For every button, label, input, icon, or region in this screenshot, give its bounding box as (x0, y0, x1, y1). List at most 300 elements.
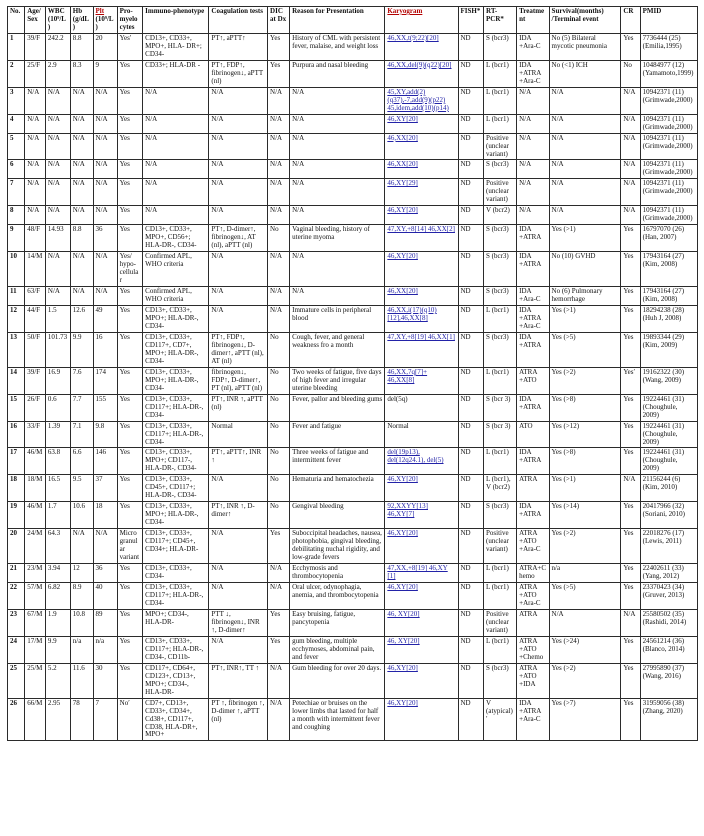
cell-plt: 36 (93, 225, 117, 252)
column-header-coagulation: Coagulation tests (209, 7, 268, 34)
cell-wbc: 1.7 (45, 502, 70, 529)
cell-coagulation: N/A (209, 564, 268, 583)
cell-immunophenotype: CD13+, CD33+, MPO+; CD117-, HLA-DR-, CD34- (143, 448, 209, 475)
cell-no: 11 (8, 287, 25, 306)
cell-plt: 16 (93, 332, 117, 367)
cell-promyelocytes: Yes (117, 609, 143, 636)
cell-fish: ND (458, 87, 484, 114)
cell-promyelocytes: Yes (117, 133, 143, 160)
cell-no: 13 (8, 332, 25, 367)
cell-cr: Yes (621, 636, 640, 663)
cell-plt: N/A (93, 529, 117, 564)
cell-pmid: 31959056 (38) (Zhang, 2020) (640, 698, 697, 741)
cell-survival: Yes (>1) (549, 305, 621, 332)
cell-coagulation: PT↑, INR↑, TT ↑ (209, 663, 268, 698)
cell-immunophenotype: CD13+, CD33+, CD34- (143, 564, 209, 583)
cell-survival: Yes (>2) (549, 367, 621, 394)
cell-reason: Oral ulcer, odynophagia, anemia, and thrombocytopenia (290, 583, 385, 610)
cell-pmid: 19224461 (31) (Choughule, 2009) (640, 394, 697, 421)
cell-cr: No (621, 60, 640, 87)
cell-fish: ND (458, 206, 484, 225)
cell-cr: Yes (621, 663, 640, 698)
cell-hb: N/A (70, 206, 93, 225)
cell-age-sex: 23/M (25, 564, 46, 583)
karyotype-text: 92,XXYY[13] 46,XY[7] (387, 502, 428, 519)
column-header-reason: Reason for Presentation (290, 7, 385, 34)
cell-reason: Petechiae or bruises on the lower limbs that lasted for half a month with intermittent fever and coughing (290, 698, 385, 741)
cell-immunophenotype: CD13+, CD33+, MPO+; HLA-DR-, CD34- (143, 305, 209, 332)
cell-cr: Yes (621, 564, 640, 583)
cell-promyelocytes: Yes (117, 87, 143, 114)
cell-treatment: ATRA +ATO +Ara-C (517, 529, 549, 564)
cell-hb: 12.6 (70, 305, 93, 332)
cell-plt: N/A (93, 206, 117, 225)
table-row (8, 698, 698, 741)
cell-coagulation: PT↑, FDP↑, fibrinogen↓, aPTT (nl) (209, 60, 268, 87)
cell-fish: ND (458, 394, 484, 421)
cell-karyogram (385, 564, 458, 583)
cell-reason: N/A (290, 87, 385, 114)
cell-treatment: ATRA +ATO (517, 367, 549, 394)
cell-karyogram (385, 583, 458, 610)
cell-coagulation: Normal (209, 421, 268, 448)
cell-promyelocytes: Yes (117, 448, 143, 475)
cell-no: 20 (8, 529, 25, 564)
cell-reason: Gengival bleeding (290, 502, 385, 529)
cell-survival: N/A (549, 179, 621, 206)
cell-cr: Yes (621, 252, 640, 287)
cell-coagulation: N/A (209, 206, 268, 225)
cell-wbc: 2.95 (45, 698, 70, 741)
column-header-promyelocytes: Pro-myelocytes (117, 7, 143, 34)
table-row (8, 367, 698, 394)
cell-promyelocytes: Yes (117, 421, 143, 448)
cell-wbc: 14.93 (45, 225, 70, 252)
cell-promyelocytes: Microgranular variant (117, 529, 143, 564)
cell-wbc: 9.9 (45, 636, 70, 663)
cell-wbc: 6.82 (45, 583, 70, 610)
karyotype-text: 46,XX,del(9)(q22)[20] (387, 60, 452, 69)
cell-coagulation: N/A (209, 160, 268, 179)
cell-treatment: ATRA +ATO +Chemo (517, 636, 549, 663)
cell-coagulation: N/A (209, 252, 268, 287)
table-row (8, 133, 698, 160)
cell-dic: N/A (268, 583, 290, 610)
table-row (8, 583, 698, 610)
cell-cr: Yes (621, 529, 640, 564)
cell-age-sex: 57/M (25, 583, 46, 610)
cell-hb: 9.9 (70, 332, 93, 367)
cell-immunophenotype: CD13+, CD33+, CD45+, CD117+; HLA-DR-, CD34- (143, 475, 209, 502)
cell-hb: 8.8 (70, 33, 93, 60)
cell-plt: 40 (93, 583, 117, 610)
cell-rt-pcr: S (bcr3) (484, 287, 517, 306)
table-row (8, 394, 698, 421)
karyotype-text: 46,XY[20] (387, 114, 418, 123)
cell-coagulation: N/A (209, 475, 268, 502)
table-row (8, 252, 698, 287)
cell-treatment: N/A (517, 114, 549, 133)
karyotype-text: 46,XY[20] (387, 529, 418, 538)
cell-dic: N/A (268, 179, 290, 206)
cell-fish: ND (458, 332, 484, 367)
cell-age-sex: N/A (25, 206, 46, 225)
table-row (8, 421, 698, 448)
cell-survival: N/A (549, 609, 621, 636)
cell-survival: N/A (549, 206, 621, 225)
cell-karyogram (385, 663, 458, 698)
cell-age-sex: N/A (25, 87, 46, 114)
cell-rt-pcr: V (atypical)′ (484, 698, 517, 741)
cell-age-sex: 67/M (25, 609, 46, 636)
column-header-no: No. (8, 7, 25, 34)
cell-karyogram: del(5q) (385, 394, 458, 421)
cell-cr: Yes (621, 394, 640, 421)
cell-plt: 18 (93, 502, 117, 529)
cell-rt-pcr: Positive (unclear variant) (484, 529, 517, 564)
case-report-table (7, 6, 698, 741)
cell-coagulation: N/A (209, 133, 268, 160)
table-row (8, 160, 698, 179)
cell-rt-pcr: S (bcr3) (484, 332, 517, 367)
cell-dic: No (268, 367, 290, 394)
cell-age-sex: 17/M (25, 636, 46, 663)
cell-karyogram (385, 287, 458, 306)
table-body (8, 33, 698, 741)
table-row (8, 448, 698, 475)
cell-dic: No (268, 448, 290, 475)
cell-no: 21 (8, 564, 25, 583)
cell-reason: Gum bleeding for over 20 days. (290, 663, 385, 698)
cell-pmid: 23370423 (34) (Gruver, 2013) (640, 583, 697, 610)
karyotype-text: 46,XY[20] (387, 583, 418, 591)
cell-reason: N/A (290, 133, 385, 160)
cell-dic: Yes (268, 529, 290, 564)
cell-fish: ND (458, 287, 484, 306)
cell-pmid: 19224461 (31) (Choughule, 2009) (640, 421, 697, 448)
cell-wbc: 16.9 (45, 367, 70, 394)
cell-immunophenotype: CD13+, CD33+, CD117+; HLA-DR-, CD34- (143, 394, 209, 421)
cell-cr: Yes (621, 698, 640, 741)
cell-coagulation: PT↑, aPTT↑, INR ↑ (209, 448, 268, 475)
cell-promyelocytes: Yes′ (117, 33, 143, 60)
cell-plt: N/A (93, 87, 117, 114)
cell-fish: ND (458, 448, 484, 475)
cell-pmid: 10942371 (11) (Grimwade,2000) (640, 206, 697, 225)
table-row (8, 529, 698, 564)
cell-coagulation: N/A (209, 114, 268, 133)
cell-karyogram (385, 448, 458, 475)
cell-coagulation: PT↑, FDP↑, fibrinogen↓, D-dimer↑, aPTT (nl), AT (nl) (209, 332, 268, 367)
cell-promyelocytes: Yes (117, 332, 143, 367)
cell-hb: N/A (70, 287, 93, 306)
cell-survival: Yes (>14) (549, 502, 621, 529)
cell-wbc: N/A (45, 133, 70, 160)
cell-no: 12 (8, 305, 25, 332)
cell-wbc: 3.94 (45, 564, 70, 583)
cell-survival: N/A (549, 160, 621, 179)
cell-coagulation: PT↑, D-dimer↑, fibrinogen↓, AT (nl), aPTT (nl) (209, 225, 268, 252)
cell-wbc: N/A (45, 160, 70, 179)
cell-wbc: N/A (45, 206, 70, 225)
cell-rt-pcr: L (bcr1) (484, 87, 517, 114)
cell-coagulation: PT↑, INR ↑, aPTT (nl) (209, 394, 268, 421)
cell-rt-pcr: L (bcr1), V (bcr2) (484, 475, 517, 502)
cell-no: 7 (8, 179, 25, 206)
cell-age-sex: 33/F (25, 421, 46, 448)
cell-hb: N/A (70, 179, 93, 206)
table-header (8, 7, 698, 34)
cell-no: 18 (8, 475, 25, 502)
cell-immunophenotype: CD7+, CD13+, CD33+, CD34+, Cd38+, CD117+, CD38, HLA-DR+, MPO+ (143, 698, 209, 741)
cell-fish: ND (458, 367, 484, 394)
cell-age-sex: 46/M (25, 502, 46, 529)
cell-treatment: ATRA (517, 609, 549, 636)
cell-karyogram (385, 252, 458, 287)
cell-reason: Fever and fatigue (290, 421, 385, 448)
table-row (8, 332, 698, 367)
karyotype-text: 46,XX,t(9;22)[20] (387, 33, 439, 42)
cell-plt: 49 (93, 305, 117, 332)
cell-promyelocytes: Yes (117, 394, 143, 421)
karyotype-text: 46,XX,7q[7]+ 46,XX[8] (387, 367, 428, 384)
table-row (8, 33, 698, 60)
cell-immunophenotype: CD13+, CD33+, CD117+; HLA-DR-, CD34- (143, 421, 209, 448)
cell-cr: Yes (621, 583, 640, 610)
cell-age-sex: 25/F (25, 60, 46, 87)
cell-treatment: ATO (517, 421, 549, 448)
cell-survival: Yes (>7) (549, 698, 621, 741)
cell-immunophenotype: CD13+, CD33+, MPO+; HLA-DR-, CD34- (143, 502, 209, 529)
cell-coagulation: fibrinogen↓, FDP↑, D-dimer↑, PT (nl), aPTT (nl) (209, 367, 268, 394)
cell-karyogram (385, 87, 458, 114)
cell-promyelocytes: Yes (117, 636, 143, 663)
cell-plt: N/A (93, 252, 117, 287)
cell-immunophenotype: CD13+, CD33+, CD117+; CD45+, CD34+; HLA-DR- (143, 529, 209, 564)
table-row (8, 636, 698, 663)
cell-dic: N/A (268, 252, 290, 287)
karyotype-text: 46,XY[20] (387, 252, 418, 261)
cell-rt-pcr: L (bcr1) (484, 636, 517, 663)
cell-promyelocytes: Yes (117, 583, 143, 610)
table-row (8, 564, 698, 583)
cell-reason: gum bleeding, multiple ecchymoses, abdominal pain, and fever (290, 636, 385, 663)
karyotype-text: 46,XY[20] (387, 698, 418, 707)
cell-coagulation: N/A (209, 529, 268, 564)
cell-promyelocytes: Yes (117, 179, 143, 206)
column-header-immunophenotype: Immuno-phenotype (143, 7, 209, 34)
cell-pmid: 10942371 (11) (Grimwade,2000) (640, 87, 697, 114)
cell-promyelocytes: Yes/ hypo-cellular (117, 252, 143, 287)
cell-wbc: 1.9 (45, 609, 70, 636)
cell-treatment: IDA +ATRA (517, 252, 549, 287)
cell-reason: N/A (290, 206, 385, 225)
column-header-treatment: Treatment (517, 7, 549, 34)
karyotype-text: 46,XY[29] (387, 179, 418, 188)
table-row (8, 502, 698, 529)
cell-reason: Purpura and nasal bleeding (290, 60, 385, 87)
cell-survival: N/A (549, 133, 621, 160)
cell-treatment: IDA +Ara-C (517, 33, 549, 60)
cell-reason: Ecchymosis and thrombocytopenia (290, 564, 385, 583)
cell-treatment: IDA +ATRA (517, 332, 549, 367)
cell-rt-pcr: S (bcr3) (484, 225, 517, 252)
karyotype-text: 45,XY,add(2)(q37),-7,add(9)(p22) 45,idem,add(10)(p14) (387, 87, 449, 112)
cell-treatment: IDA +ATRA (517, 502, 549, 529)
cell-pmid: 7736444 (25) (Emilia,1995) (640, 33, 697, 60)
cell-hb: 12 (70, 564, 93, 583)
cell-rt-pcr: L (bcr1) (484, 114, 517, 133)
cell-reason: Cough, fever, and general weakness fro a month (290, 332, 385, 367)
cell-plt: 146 (93, 448, 117, 475)
cell-karyogram (385, 133, 458, 160)
cell-reason: N/A (290, 179, 385, 206)
cell-reason: N/A (290, 114, 385, 133)
cell-promyelocytes: Yes (117, 206, 143, 225)
cell-pmid: 24561214 (36) (Blanco, 2014) (640, 636, 697, 663)
cell-pmid: 20417966 (32) (Soriani, 2010) (640, 502, 697, 529)
cell-no: 17 (8, 448, 25, 475)
cell-no: 26 (8, 698, 25, 741)
cell-treatment: IDA +ATRA (517, 225, 549, 252)
cell-treatment: ATRA (517, 475, 549, 502)
cell-treatment: N/A (517, 179, 549, 206)
cell-hb: 7.7 (70, 394, 93, 421)
cell-wbc: 16.5 (45, 475, 70, 502)
cell-no: 16 (8, 421, 25, 448)
cell-fish: ND (458, 252, 484, 287)
cell-reason: Fever, pallor and bleeding gums (290, 394, 385, 421)
cell-karyogram (385, 60, 458, 87)
cell-plt: N/A (93, 179, 117, 206)
column-header-plt: Plt (10⁹/L) (93, 7, 117, 34)
cell-pmid: 10942371 (11) (Grimwade,2000) (640, 133, 697, 160)
karyotype-text: 47,XX,+8[19] 46,XY [1] (387, 564, 448, 581)
cell-promyelocytes: Yes (117, 475, 143, 502)
cell-fish: ND (458, 305, 484, 332)
cell-treatment: ATRA+Chemo (517, 564, 549, 583)
cell-age-sex: N/A (25, 114, 46, 133)
cell-treatment: IDA +Ara-C (517, 287, 549, 306)
cell-age-sex: N/A (25, 133, 46, 160)
cell-wbc: 1.39 (45, 421, 70, 448)
cell-fish: ND (458, 564, 484, 583)
cell-cr: N/A (621, 133, 640, 160)
karyotype-text: 46, XY[20] (387, 636, 420, 645)
cell-age-sex: 39/F (25, 367, 46, 394)
cell-pmid: 27995890 (37) (Wang, 2016) (640, 663, 697, 698)
cell-reason: Three weeks of fatigue and intermittent fever (290, 448, 385, 475)
cell-dic: No (268, 332, 290, 367)
cell-reason: Hematuria and hematochezia (290, 475, 385, 502)
cell-survival: No (5) Bilateral mycotic pneumonia (549, 33, 621, 60)
cell-wbc: 5.2 (45, 663, 70, 698)
cell-pmid: 19224461 (31) (Choughule, 2009) (640, 448, 697, 475)
cell-pmid: 10942371 (11) (Grimwade,2000) (640, 160, 697, 179)
cell-plt: N/A (93, 160, 117, 179)
cell-karyogram (385, 160, 458, 179)
cell-dic: N/A (268, 87, 290, 114)
cell-karyogram (385, 609, 458, 636)
cell-immunophenotype: N/A (143, 114, 209, 133)
cell-survival: Yes (>8) (549, 394, 621, 421)
cell-plt: N/A (93, 133, 117, 160)
cell-wbc: 64.3 (45, 529, 70, 564)
cell-no: 1 (8, 33, 25, 60)
column-header-survival: Survival(months) /Terminal event (549, 7, 621, 34)
cell-immunophenotype: Confirmed APL, WHO criteria (143, 287, 209, 306)
table-row (8, 609, 698, 636)
cell-dic: No (268, 394, 290, 421)
cell-immunophenotype: CD13+, CD33+, MPO+; HLA-DR-, CD34- (143, 367, 209, 394)
cell-hb: N/A (70, 87, 93, 114)
cell-fish: ND (458, 583, 484, 610)
cell-rt-pcr: S (bcr 3) (484, 394, 517, 421)
cell-age-sex: 44/F (25, 305, 46, 332)
cell-no: 25 (8, 663, 25, 698)
cell-dic: Yes (268, 60, 290, 87)
cell-wbc: 63.8 (45, 448, 70, 475)
cell-treatment: IDA +ATRA +Ara-C (517, 305, 549, 332)
cell-karyogram (385, 636, 458, 663)
cell-cr: Yes (621, 225, 640, 252)
cell-wbc: N/A (45, 252, 70, 287)
cell-reason: N/A (290, 160, 385, 179)
cell-cr: N/A (621, 160, 640, 179)
cell-pmid: 10942371 (11) (Grimwade,2000) (640, 179, 697, 206)
cell-rt-pcr: L (bcr1) (484, 564, 517, 583)
cell-plt: 36 (93, 564, 117, 583)
cell-plt: 9 (93, 60, 117, 87)
cell-plt: 89 (93, 609, 117, 636)
column-header-cr: CR (621, 7, 640, 34)
cell-age-sex: 14/M (25, 252, 46, 287)
cell-promyelocytes: Yes (117, 663, 143, 698)
cell-age-sex: 25/M (25, 663, 46, 698)
cell-immunophenotype: CD13+, CD33+, CD117+; HLA-DR-, CD34-, CD11b- (143, 636, 209, 663)
cell-karyogram (385, 179, 458, 206)
cell-promyelocytes: Yes (117, 305, 143, 332)
cell-promyelocytes: Yes (117, 502, 143, 529)
cell-dic: N/A (268, 564, 290, 583)
cell-no: 6 (8, 160, 25, 179)
table-row (8, 475, 698, 502)
cell-survival: Yes (>12) (549, 421, 621, 448)
cell-immunophenotype: MPO+; CD34-, HLA-DR- (143, 609, 209, 636)
cell-hb: 8.9 (70, 583, 93, 610)
cell-rt-pcr: L (bcr1) (484, 367, 517, 394)
cell-immunophenotype: CD13+, CD33+, CD117+; HLA-DR-, CD34- (143, 583, 209, 610)
cell-karyogram (385, 305, 458, 332)
cell-wbc: 2.9 (45, 60, 70, 87)
table-row (8, 287, 698, 306)
cell-dic: No (268, 502, 290, 529)
cell-pmid: 19893344 (29) (Kim, 2009) (640, 332, 697, 367)
cell-dic: N/A (268, 206, 290, 225)
cell-survival: Yes (>8) (549, 448, 621, 475)
cell-wbc: N/A (45, 87, 70, 114)
cell-rt-pcr: Positive (unclear variant) (484, 133, 517, 160)
cell-karyogram (385, 33, 458, 60)
cell-treatment: ATRA +ATO +IDA (517, 663, 549, 698)
cell-cr: N/A (621, 114, 640, 133)
cell-no: 3 (8, 87, 25, 114)
table-row (8, 114, 698, 133)
cell-coagulation: PT↑, INR ↑, D-dimer↑ (209, 502, 268, 529)
cell-promyelocytes: Yes (117, 564, 143, 583)
table-row (8, 305, 698, 332)
cell-hb: 7.6 (70, 367, 93, 394)
